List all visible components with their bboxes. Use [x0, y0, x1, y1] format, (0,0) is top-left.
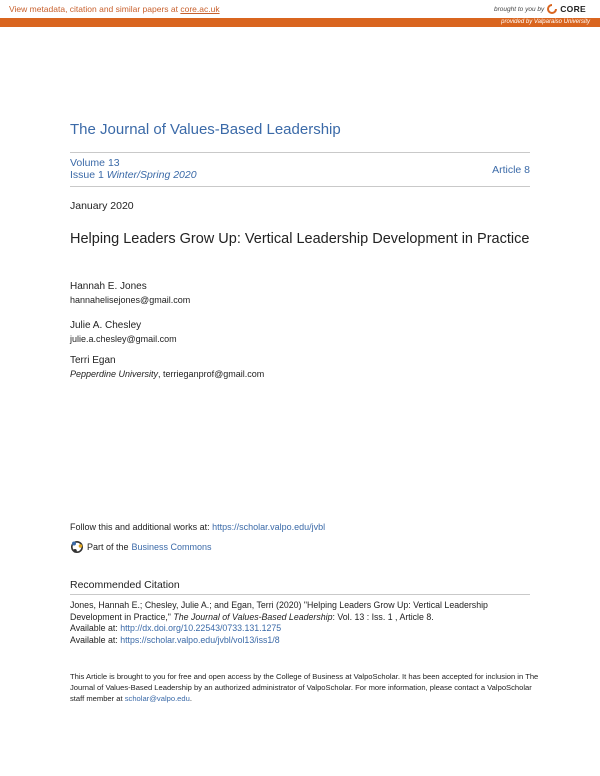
citation-text — [70, 599, 530, 623]
available-label: Available at: — [70, 623, 121, 633]
divider — [70, 186, 530, 187]
provided-by-text: provided by Valparaiso University — [501, 19, 590, 25]
brought-text: brought to you by — [494, 5, 545, 13]
author-email: julie.a.chesley@gmail.com — [70, 334, 177, 344]
commons-network-icon — [70, 540, 84, 554]
core-logo-icon — [547, 4, 557, 14]
collection-url-link[interactable]: https://scholar.valpo.edu/jvbl — [212, 522, 326, 532]
core-metadata-notice — [9, 4, 220, 14]
author-block — [70, 320, 177, 344]
article-number-link[interactable]: Article 8 — [492, 164, 530, 176]
scholar-url-link[interactable]: https://scholar.valpo.edu/jvbl/vol13/iss1/8 — [120, 635, 280, 645]
part-of-line — [70, 540, 212, 554]
brought-to-you-by — [494, 4, 586, 14]
issue-number: Issue 1 — [70, 169, 104, 181]
journal-title[interactable]: The Journal of Values-Based Leadership — [70, 121, 341, 138]
business-commons-link[interactable]: Business Commons — [131, 542, 212, 552]
core-metadata-text: View metadata, citation and similar papers at — [9, 4, 181, 14]
available-label: Available at: — [70, 635, 121, 645]
doi-line — [70, 623, 281, 633]
author-name: Julie A. Chesley — [70, 320, 142, 331]
author-name: Hannah E. Jones — [70, 281, 147, 292]
issue-link[interactable] — [70, 169, 197, 182]
author-block — [70, 281, 190, 305]
divider — [70, 594, 530, 595]
issue-season: Winter/Spring 2020 — [106, 169, 197, 181]
doi-link[interactable]: http://dx.doi.org/10.22543/0733.131.1275 — [120, 623, 282, 633]
volume-link[interactable]: Volume 13 — [70, 157, 120, 169]
author-affiliation-email — [70, 369, 264, 379]
author-email: hannahelisejones@gmail.com — [70, 295, 191, 305]
divider — [70, 152, 530, 153]
citation-journal: The Journal of Values-Based Leadership — [173, 612, 333, 622]
author-name: Terri Egan — [70, 355, 116, 366]
recommended-citation-heading: Recommended Citation — [70, 579, 180, 591]
author-block — [70, 355, 264, 379]
notice-end: . — [189, 694, 192, 703]
core-logo[interactable]: CORE — [560, 4, 586, 14]
article-title: Helping Leaders Grow Up: Vertical Leadership Development in Practice — [70, 231, 530, 247]
author-email: , terrieganprof@gmail.com — [158, 369, 265, 379]
publication-date: January 2020 — [70, 200, 134, 212]
notice-text: This Article is brought to you for free and open access by the College of Business at ValpoScholar. It has been accepted for inclusion in The Journal of Values-Based Leadership by an authorized administrator of ValpoScholar. For more information, please contact a ValpoScholar staff member at — [70, 672, 539, 703]
part-of-label: Part of the — [87, 542, 129, 552]
core-ac-uk-link[interactable]: core.ac.uk — [180, 4, 220, 14]
author-affiliation: Pepperdine University — [70, 369, 159, 379]
scholar-line — [70, 635, 280, 645]
citation-authors-title: Jones, Hannah E.; Chesley, Julie A.; and Egan, Terri (2020) "Helping Leaders Grow Up: Vertical Leadership Development in Practice," — [70, 600, 488, 622]
follow-label: Follow this and additional works at: — [70, 522, 213, 532]
open-access-notice — [70, 671, 540, 704]
follow-line — [70, 522, 325, 532]
citation-volume: : Vol. 13 : Iss. 1 , Article 8. — [332, 612, 434, 622]
contact-email-link[interactable]: scholar@valpo.edu — [124, 694, 190, 703]
